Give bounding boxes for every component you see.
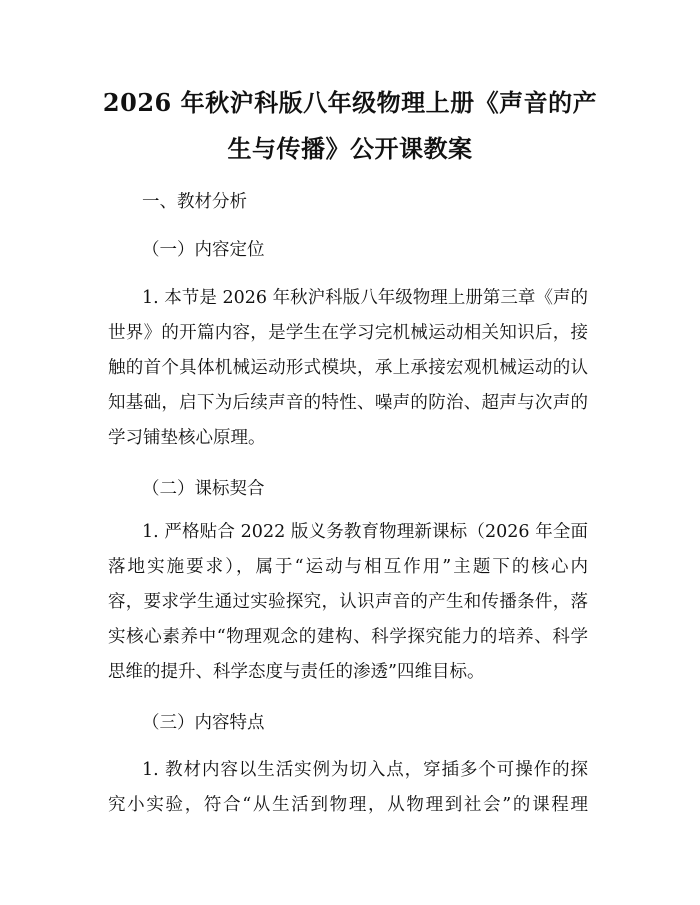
paragraph-line: 1. 本节是 2026 年秋沪科版八年级物理上册第三章《声的 <box>142 288 588 308</box>
paragraph-line: 实核心素养中“物理观念的建构、科学探究能力的培养、科学 <box>108 627 588 647</box>
paragraph-line: 1. 教材内容以生活实例为切入点，穿插多个可操作的探 <box>142 760 588 780</box>
paragraph-line: 世界》的开篇内容，是学生在学习完机械运动相关知识后，接 <box>108 323 588 343</box>
paragraph-line: 思维的提升、科学态度与责任的渗透”四维目标。 <box>108 662 485 682</box>
paragraph-line: 知基础，启下为后续声音的特性、噪声的防治、超声与次声的 <box>108 393 588 413</box>
paragraph-line: 容，要求学生通过实验探究，认识声音的产生和传播条件，落 <box>108 592 588 612</box>
paragraph-line: 落地实施要求），属于“运动与相互作用”主题下的核心内 <box>108 557 588 577</box>
subsection-heading-content-features: （三）内容特点 <box>142 713 265 733</box>
paragraph-line: 1. 严格贴合 2022 版义务教育物理新课标（2026 年全面 <box>142 522 588 542</box>
paragraph-line: 触的首个具体机械运动形式模块，承上承接宏观机械运动的认 <box>108 358 588 378</box>
document-title-line-2: 生与传播》公开课教案 <box>227 134 473 163</box>
section-heading-teaching-material-analysis: 一、教材分析 <box>142 192 247 212</box>
paragraph-line: 学习铺垫核心原理。 <box>108 428 266 448</box>
document-title-line-1: 2026 年秋沪科版八年级物理上册《声音的产 <box>102 88 598 117</box>
subsection-heading-curriculum-alignment: （二）课标契合 <box>142 479 265 499</box>
paragraph-line: 究小实验，符合“从生活到物理，从物理到社会”的课程理 <box>108 795 588 815</box>
subsection-heading-content-positioning: （一）内容定位 <box>142 240 265 260</box>
